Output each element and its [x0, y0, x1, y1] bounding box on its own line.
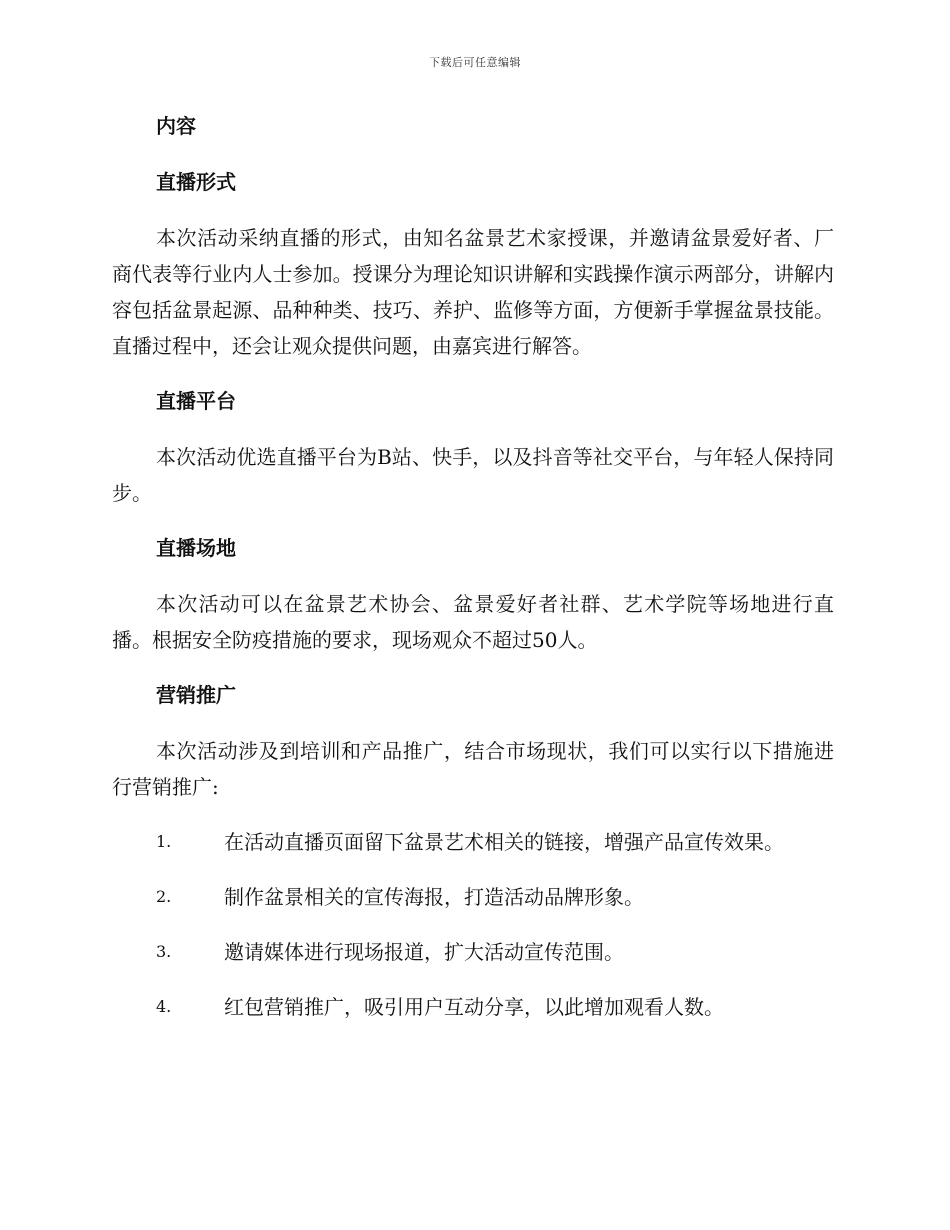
content-title: 内容	[156, 114, 196, 138]
list-item-number: 2.	[156, 887, 172, 906]
list-item-text: 制作盆景相关的宣传海报，打造活动品牌形象。	[224, 885, 644, 909]
list-item	[112, 989, 834, 1025]
list-item-number: 4.	[156, 997, 172, 1016]
section-paragraph-platform: 本次活动优选直播平台为B站、快手，以及抖音等社交平台，与年轻人保持同步。	[112, 445, 834, 505]
section-paragraph-form: 本次活动采纳直播的形式，由知名盆景艺术家授课，并邀请盆景爱好者、厂商代表等行业内人士参加。授课分为理论知识讲解和实践操作演示两部分，讲解内容包括盆景起源、品种种类、技巧、养护、监修等方面，方便新手掌握盆景技能。直播过程中，还会让观众提供问题，由嘉宾进行解答。	[112, 226, 834, 358]
list-item	[112, 879, 834, 915]
list-item-number: 1.	[156, 832, 172, 851]
section-heading-platform: 直播平台	[156, 389, 236, 413]
section-paragraph-marketing: 本次活动涉及到培训和产品推广，结合市场现状，我们可以实行以下措施进行营销推广:	[112, 739, 834, 799]
section-heading-marketing: 营销推广	[156, 683, 236, 707]
list-item-number: 3.	[156, 942, 172, 961]
section-heading-form: 直播形式	[156, 170, 236, 194]
list-item	[112, 824, 834, 860]
document-body	[112, 108, 834, 1044]
list-item-text: 在活动直播页面留下盆景艺术相关的链接，增强产品宣传效果。	[224, 830, 784, 854]
header-note: 下载后可任意编辑	[429, 56, 521, 69]
section-heading-venue: 直播场地	[156, 536, 236, 560]
list-item	[112, 934, 834, 970]
list-item-text: 红包营销推广，吸引用户互动分享，以此增加观看人数。	[224, 995, 724, 1019]
marketing-measures-list	[112, 824, 834, 1025]
section-paragraph-venue: 本次活动可以在盆景艺术协会、盆景爱好者社群、艺术学院等场地进行直播。根据安全防疫措施的要求，现场观众不超过50人。	[112, 592, 834, 652]
list-item-text: 邀请媒体进行现场报道，扩大活动宣传范围。	[224, 940, 624, 964]
